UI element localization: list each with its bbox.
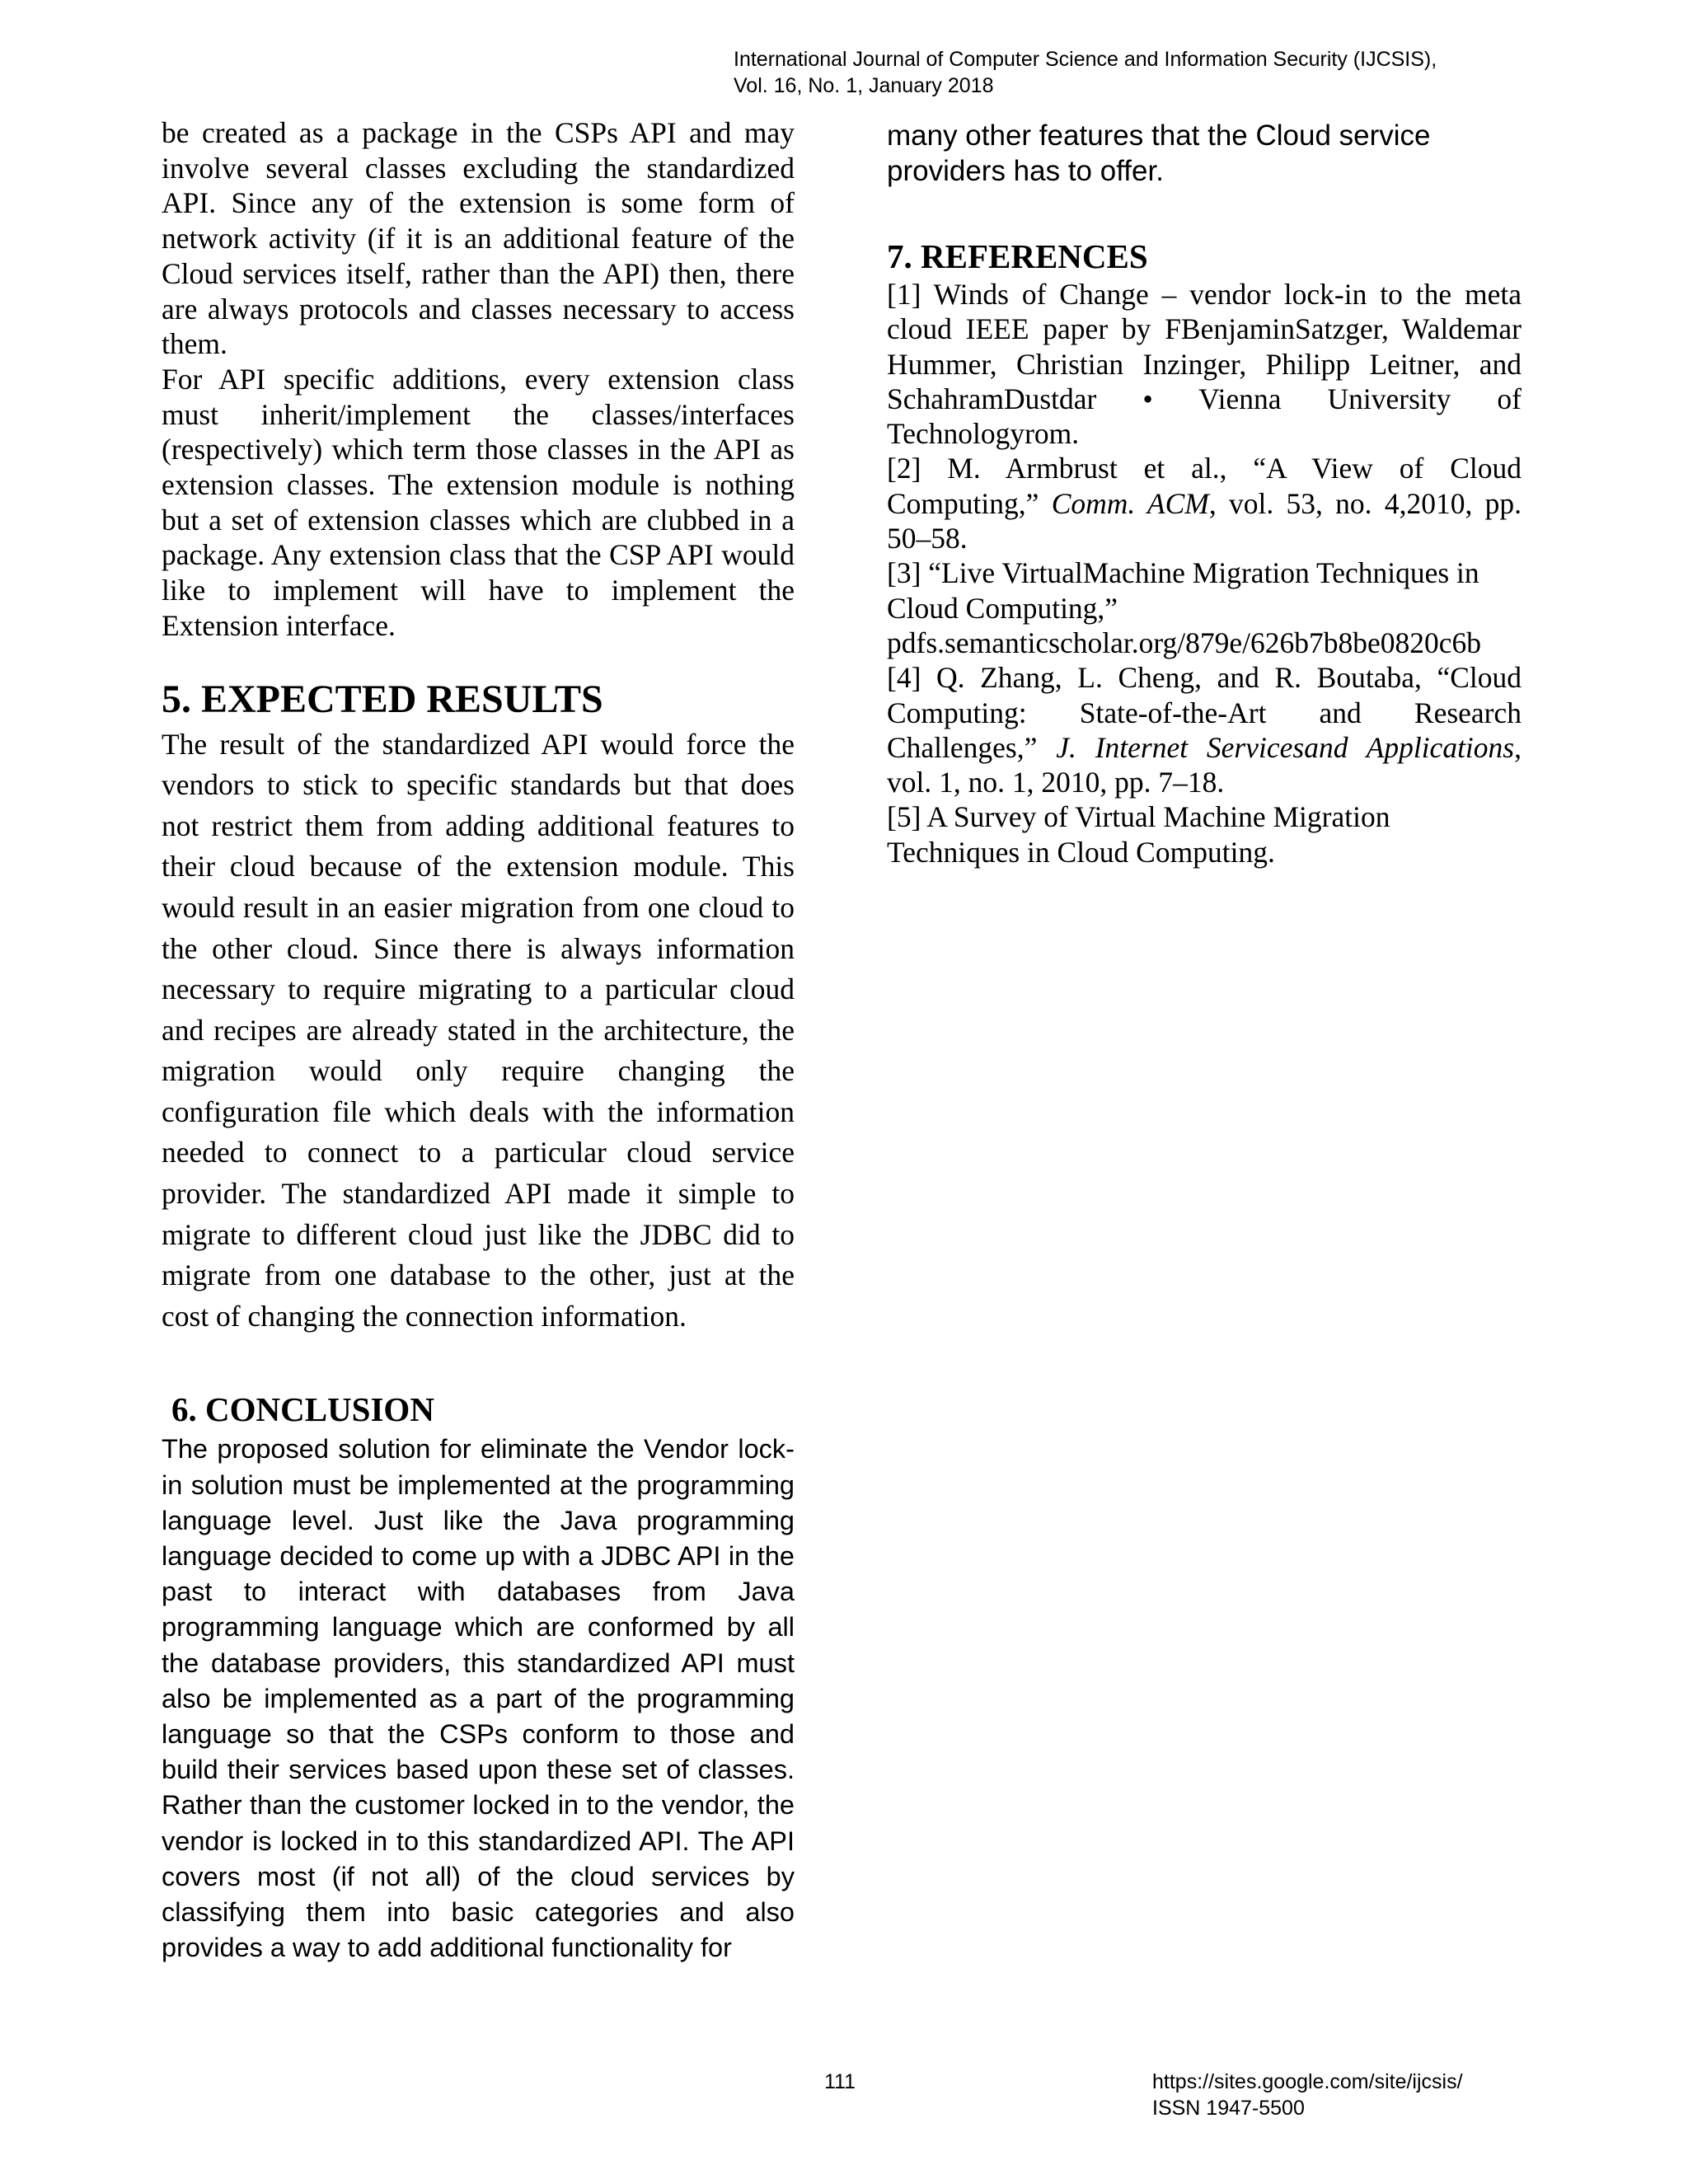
section-5-heading: 5. EXPECTED RESULTS: [162, 677, 603, 721]
section-7-heading: 7. REFERENCES: [887, 237, 1148, 275]
reference-3-title: [3] “Live VirtualMachine Migration Techniques in Cloud Computing,”: [887, 556, 1479, 625]
journal-header: [734, 46, 1437, 99]
reference-2: [887, 451, 1522, 555]
page-number: 111: [824, 2070, 856, 2093]
reference-3: [887, 555, 1522, 660]
reference-4: [887, 660, 1522, 799]
journal-url: https://sites.google.com/site/ijcsis/: [1152, 2070, 1463, 2093]
section-5-body: The result of the standardized API would force the vendors to stick to specific standards but that does not restrict them from adding additional features to their cloud because of the extension module. This would result in an easier migration from one cloud to the other cloud. Since there is always information necessary to require migrating to a particular cloud and recipes are already stated in the architecture, the migration would only require changing the configuration file which deals with the information needed to connect to a particular cloud service provider. The standardized API made it simple to migrate to different cloud just like the JDBC did to migrate from one database to the other, just at the cost of changing the connection information.: [162, 727, 795, 1333]
reference-4-journal: J. Internet Servicesand Applications: [1056, 730, 1515, 764]
section-6-heading: 6. CONCLUSION: [171, 1390, 434, 1429]
reference-5: [5] A Survey of Virtual Machine Migration Techniques in Cloud Computing.: [887, 800, 1390, 869]
reference-2-authors: [2] M. Armbrust et al., “A View of Cloud Computing,”: [887, 452, 1522, 520]
section-6-body: The proposed solution for eliminate the Vendor lock-in solution must be implemented at the programming language level. Just like the Java programming language decided to come up with a JDBC API in the past to interact with databases from Java programming language which are conformed by all the database providers, this standardized API must also be implemented as a part of the programming language so that the CSPs conform to those and build their services based upon these set of classes. Rather than the customer locked in to the vendor, the vendor is locked in to this standardized API. The API covers most (if not all) of the cloud services by classifying them into basic categories and also provides a way to add additional functionality for: [162, 1434, 795, 1963]
reference-4-details: , vol. 1, no. 1, 2010, pp. 7–18.: [887, 730, 1522, 799]
reference-2-journal: Comm. ACM: [1051, 486, 1209, 520]
reference-1: [1] Winds of Change – vendor lock-in to the meta cloud IEEE paper by FBenjaminSatzger, Waldemar Hummer, Christian Inzinger, Philipp Leitner, and SchahramDustdar • Vienna University of Technologyrom.: [887, 278, 1522, 451]
reference-3-url: pdfs.semanticscholar.org/879e/626b7b8be0820c6b: [887, 626, 1482, 659]
extension-paragraph-1: be created as a package in the CSPs API and may involve several classes excluding the standardized API. Since any of the extension is some form of network activity (if it is an additional feature of the Cloud services itself, rather than the API) then, there are always protocols and classes necessary to access them.: [162, 116, 795, 361]
reference-4-authors: [4] Q. Zhang, L. Cheng, and R. Boutaba, “Cloud Computing: State-of-the-Art and Research Challenges,”: [887, 661, 1522, 764]
extension-paragraph-2: For API specific additions, every extension class must inherit/implement the classes/interfaces (respectively) which term those classes in the API as extension classes. The extension module is nothing but a set of extension classes which are clubbed in a package. Any extension class that the CSP API would like to implement will have to implement the Extension interface.: [162, 362, 795, 642]
journal-issn: ISSN 1947-5500: [1152, 2097, 1305, 2120]
journal-header-line1: International Journal of Computer Science and Information Security (IJCSIS),: [734, 48, 1437, 71]
continuation-paragraph: many other features that the Cloud service providers has to offer.: [887, 120, 1431, 187]
right-column: [887, 115, 1522, 869]
journal-header-line2: Vol. 16, No. 1, January 2018: [734, 74, 994, 97]
reference-2-details: , vol. 53, no. 4,2010, pp. 50–58.: [887, 486, 1522, 555]
left-column: [162, 115, 795, 1966]
